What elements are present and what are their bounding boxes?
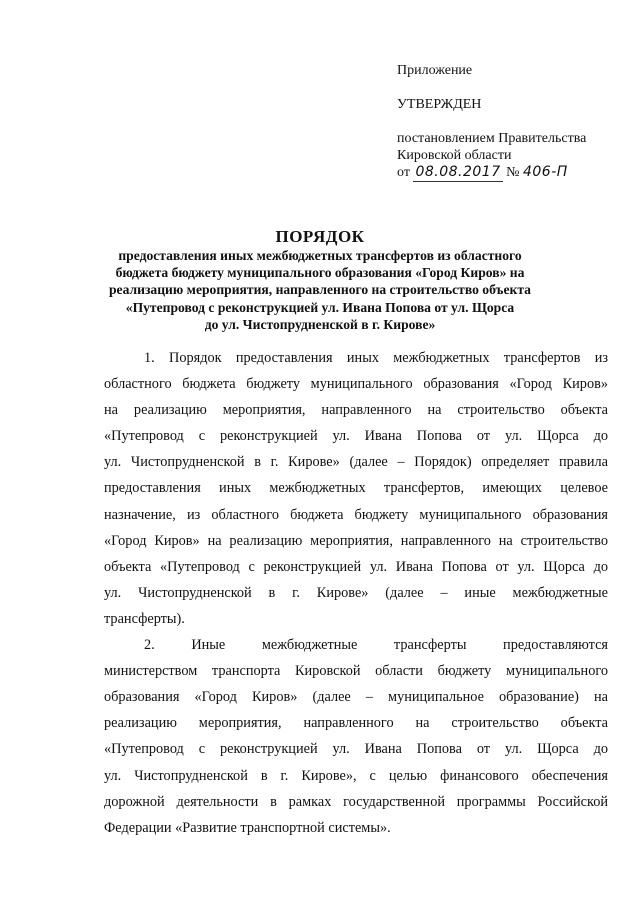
paragraph-line: предоставления иных межбюджетных трансфертов, имеющих целевое	[104, 480, 608, 497]
handwritten-number: 406-П	[522, 164, 568, 180]
paragraph-line: областного бюджета бюджету муниципального образования «Город Киров»	[104, 376, 608, 393]
paragraph-line: ул. Чистопрудненской в г. Кирове», с целью финансового обеспечения	[104, 767, 608, 784]
paragraph-line: назначение, из областного бюджета бюджету муниципального образования	[104, 506, 608, 523]
handwritten-date: 08.08.2017	[415, 164, 501, 180]
approved-label: УТВЕРЖДЕН	[397, 97, 482, 112]
document-title: ПОРЯДОК	[275, 227, 365, 246]
paragraph-2	[104, 632, 608, 841]
subtitle-line: предоставления иных межбюджетных трансфертов из областного	[118, 248, 522, 263]
paragraph-line: «Город Киров» на реализацию мероприятия, направленного на строительство	[104, 532, 608, 549]
subtitle-line: «Путепровод с реконструкцией ул. Ивана Попова от ул. Щорса	[125, 299, 515, 315]
number-label: №	[506, 165, 520, 180]
paragraph-line: образования «Город Киров» (далее – муниципальное образование) на	[104, 689, 608, 706]
date-prefix: от	[397, 165, 410, 180]
paragraph-line: министерством транспорта Кировской области бюджету муниципального	[104, 663, 608, 680]
subtitle-line: до ул. Чистопрудненской в г. Кирове»	[204, 316, 436, 332]
paragraph-line: 2. Иные межбюджетные трансферты предоставляются	[144, 637, 608, 654]
paragraph-line: реализацию мероприятия, направленного на строительство объекта	[104, 715, 608, 732]
paragraph-line: объекта «Путепровод с реконструкцией ул. Ивана Попова от ул. Щорса до	[104, 558, 608, 575]
paragraph-1	[104, 345, 608, 632]
paragraph-line: Федерации «Развитие транспортной системы».	[104, 819, 391, 836]
subtitle-line: реализацию мероприятия, направленного на строительство объекта	[109, 282, 531, 298]
paragraph-line: «Путепровод с реконструкцией ул. Ивана Попова от ул. Щорса до	[104, 428, 608, 445]
paragraph-line: дорожной деятельности в рамках государственной программы Российской	[104, 793, 608, 810]
approval-block	[397, 62, 627, 182]
decree-line-1: постановлением Правительства	[397, 131, 587, 146]
document-body	[104, 345, 608, 841]
paragraph-line: ул. Чистопрудненской в г. Кирове» (далее – иные межбюджетные	[104, 584, 608, 601]
paragraph-line: ул. Чистопрудненской в г. Кирове» (далее – Порядок) определяет правила	[104, 454, 608, 471]
paragraph-line: на реализацию мероприятия, направленного на строительство объекта	[104, 402, 608, 419]
document-subtitle	[100, 247, 540, 333]
date-number-line	[397, 164, 627, 182]
paragraph-line: трансферты).	[104, 610, 185, 627]
decree-line-2: Кировской области	[397, 148, 512, 163]
subtitle-line: бюджета бюджету муниципального образования «Город Киров» на	[115, 265, 525, 281]
appendix-label: Приложение	[397, 63, 473, 78]
paragraph-line: «Путепровод с реконструкцией ул. Ивана Попова от ул. Щорса до	[104, 741, 608, 758]
paragraph-line: 1. Порядок предоставления иных межбюджетных трансфертов из	[144, 350, 608, 366]
